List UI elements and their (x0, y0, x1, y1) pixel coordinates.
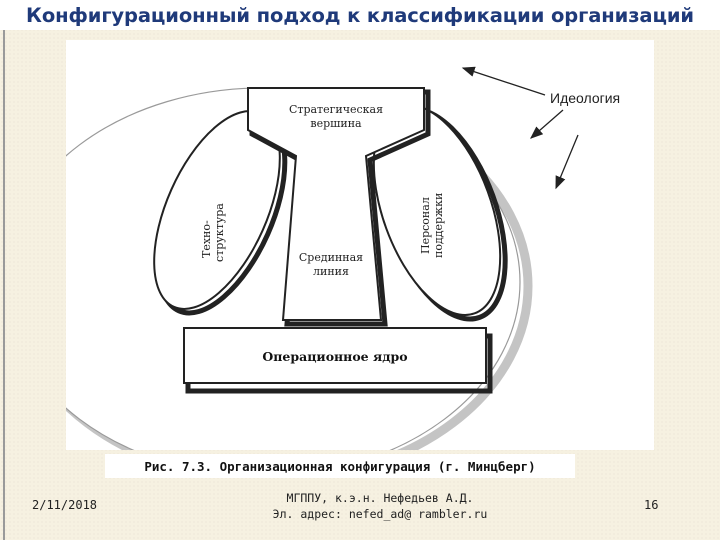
technostructure-label-2: структура (213, 203, 226, 262)
footer-author-line-2: Эл. адрес: nefed_ad@ rambler.ru (272, 507, 488, 521)
slide-title: Конфигурационный подход к классификации организаций (26, 3, 694, 27)
footer-date: 2/11/2018 (32, 498, 98, 512)
technostructure-label-1: Техно- (200, 220, 213, 258)
mintzberg-configuration-diagram (66, 40, 654, 450)
page-number: 16 (644, 498, 659, 512)
support-staff-label-2: поддержки (432, 192, 445, 258)
ideology-arrow-3 (556, 135, 578, 188)
operating-core-label: Операционное ядро (262, 349, 408, 364)
strategic-apex-label-1: Стратегическая (288, 103, 384, 116)
ideology-arrow-2 (531, 110, 563, 138)
ideology-arrow-1 (463, 68, 545, 95)
support-staff-label-1: Персонал (419, 197, 432, 254)
footer-author-line-1: МГППУ, к.э.н. Нефедьев А.Д. (286, 491, 474, 505)
middle-line-label-2: линия (313, 265, 349, 278)
left-divider (3, 30, 5, 540)
middle-line-label-1: Срединная (298, 251, 364, 264)
footer-author (250, 490, 510, 522)
strategic-apex-label-2: вершина (310, 117, 362, 130)
ideology-label: Идеология (550, 90, 621, 106)
figure-panel (66, 40, 654, 450)
figure-caption: Рис. 7.3. Организационная конфигурация (г. Минцберг) (105, 454, 575, 478)
title-bar (0, 0, 720, 30)
